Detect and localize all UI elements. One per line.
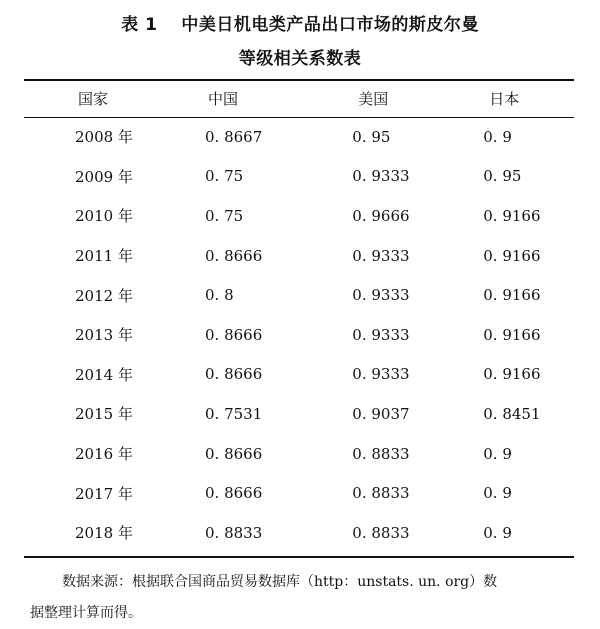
japan-cell: 0. 95 bbox=[483, 167, 522, 186]
usa-cell: 0. 9333 bbox=[352, 286, 410, 305]
year-cell: 2018 年 bbox=[75, 524, 133, 543]
table-row bbox=[24, 236, 574, 276]
year-cell: 2008 年 bbox=[75, 128, 133, 147]
table-row bbox=[24, 394, 574, 434]
japan-cell: 0. 9166 bbox=[483, 206, 541, 225]
table-row bbox=[24, 355, 574, 395]
year-cell: 2014 年 bbox=[75, 365, 133, 384]
year-cell: 2013 年 bbox=[75, 326, 133, 345]
china-cell: 0. 75 bbox=[205, 167, 244, 186]
japan-cell: 0. 9 bbox=[483, 523, 512, 542]
china-cell: 0. 8666 bbox=[205, 365, 263, 384]
table-row bbox=[24, 117, 574, 157]
table-title-line-2: 等级相关系数表 bbox=[238, 49, 362, 69]
table-row bbox=[24, 434, 574, 474]
header-row bbox=[24, 80, 574, 117]
japan-cell: 0. 9 bbox=[483, 127, 512, 146]
bottom-rule bbox=[24, 556, 574, 558]
china-cell: 0. 8666 bbox=[205, 484, 263, 503]
japan-cell: 0. 9 bbox=[483, 484, 512, 503]
year-cell: 2016 年 bbox=[75, 445, 133, 464]
usa-cell: 0. 95 bbox=[352, 127, 391, 146]
table-row bbox=[24, 315, 574, 355]
china-cell: 0. 8833 bbox=[205, 523, 263, 542]
usa-cell: 0. 8833 bbox=[352, 484, 410, 503]
year-cell: 2017 年 bbox=[75, 484, 133, 503]
year-cell: 2010 年 bbox=[75, 207, 133, 226]
china-cell: 0. 7531 bbox=[205, 404, 263, 423]
usa-cell: 0. 8833 bbox=[352, 444, 410, 463]
japan-cell: 0. 9 bbox=[483, 444, 512, 463]
china-cell: 0. 8667 bbox=[205, 127, 263, 146]
year-cell: 2015 年 bbox=[75, 405, 133, 424]
china-cell: 0. 75 bbox=[205, 206, 244, 225]
china-cell: 0. 8666 bbox=[205, 246, 263, 265]
header-usa: 美国 bbox=[358, 90, 389, 108]
header-japan: 日本 bbox=[489, 90, 520, 108]
header-china: 中国 bbox=[208, 90, 239, 108]
correlation-table bbox=[24, 80, 574, 553]
japan-cell: 0. 8451 bbox=[483, 404, 541, 423]
china-cell: 0. 8666 bbox=[205, 444, 263, 463]
table-row bbox=[24, 473, 574, 513]
usa-cell: 0. 9666 bbox=[352, 206, 410, 225]
usa-cell: 0. 8833 bbox=[352, 523, 410, 542]
china-cell: 0. 8666 bbox=[205, 325, 263, 344]
usa-cell: 0. 9333 bbox=[352, 325, 410, 344]
usa-cell: 0. 9037 bbox=[352, 404, 410, 423]
table-title-line-1: 表 1 中美日机电类产品出口市场的斯皮尔曼 bbox=[121, 15, 479, 35]
japan-cell: 0. 9166 bbox=[483, 286, 541, 305]
japan-cell: 0. 9166 bbox=[483, 365, 541, 384]
table-row bbox=[24, 196, 574, 236]
japan-cell: 0. 9166 bbox=[483, 325, 541, 344]
table-row bbox=[24, 513, 574, 553]
table-row bbox=[24, 157, 574, 197]
usa-cell: 0. 9333 bbox=[352, 365, 410, 384]
header-country: 国家 bbox=[78, 90, 109, 108]
source-note-line-1: 数据来源：根据联合国商品贸易数据库（http：unstats. un. org）数 bbox=[62, 574, 498, 590]
year-cell: 2012 年 bbox=[75, 286, 133, 305]
source-note-line-2: 据整理计算而得。 bbox=[30, 605, 142, 621]
china-cell: 0. 8 bbox=[205, 286, 234, 305]
year-cell: 2009 年 bbox=[75, 167, 133, 186]
year-cell: 2011 年 bbox=[75, 247, 133, 266]
source-note bbox=[30, 567, 575, 629]
usa-cell: 0. 9333 bbox=[352, 167, 410, 186]
table-row bbox=[24, 275, 574, 315]
usa-cell: 0. 9333 bbox=[352, 246, 410, 265]
japan-cell: 0. 9166 bbox=[483, 246, 541, 265]
